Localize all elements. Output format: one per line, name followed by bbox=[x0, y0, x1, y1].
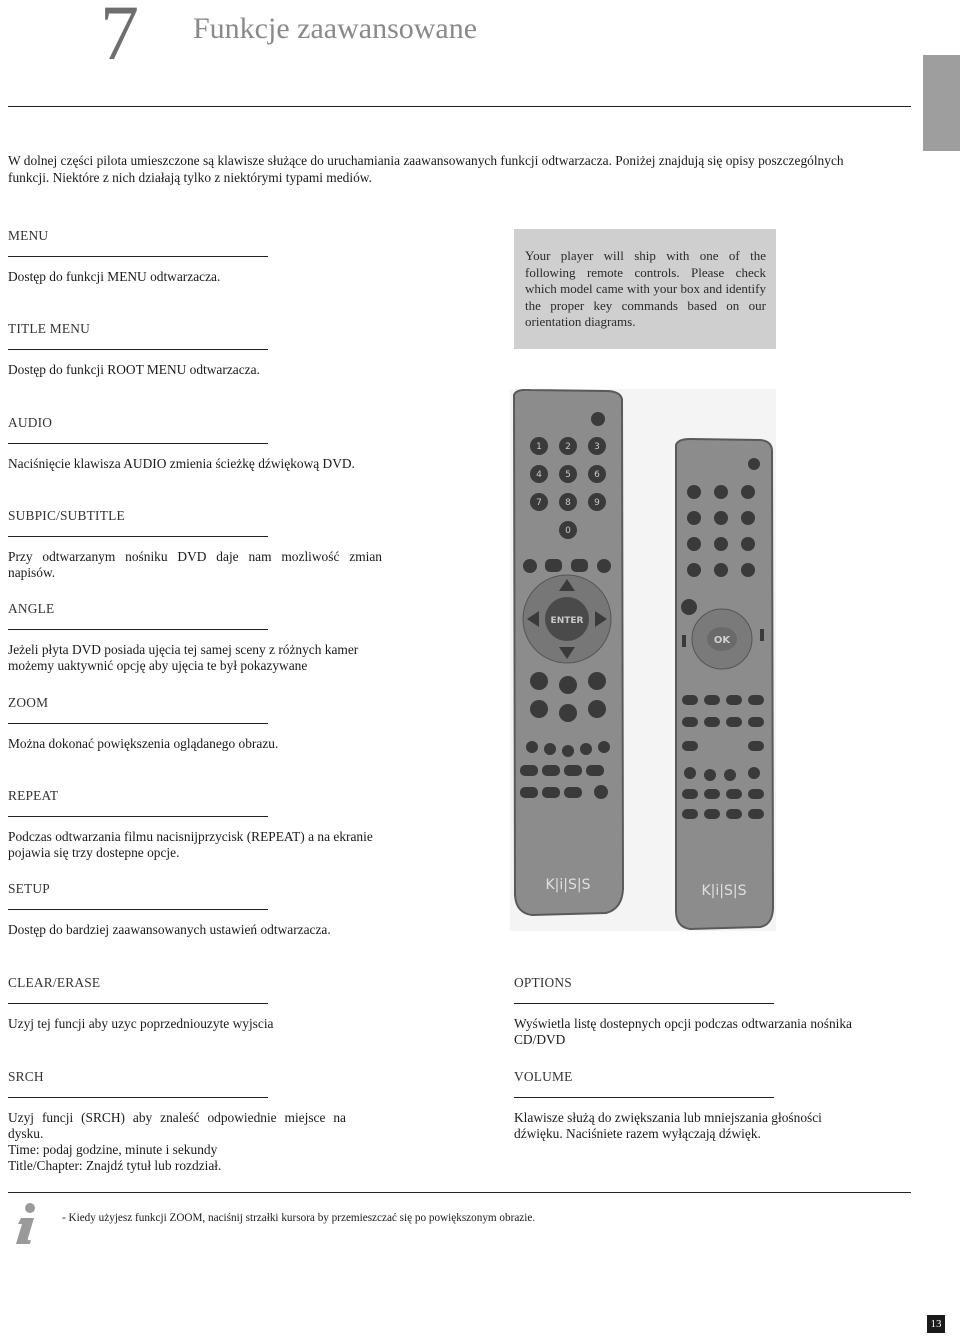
section-repeat bbox=[8, 788, 388, 861]
section-title: SRCH bbox=[8, 1069, 44, 1084]
key-label: 9 bbox=[594, 498, 600, 508]
key-label: 7 bbox=[536, 498, 542, 508]
section-title: SETUP bbox=[8, 881, 50, 896]
section-divider bbox=[8, 723, 268, 724]
section-audio bbox=[8, 415, 388, 472]
key-label: 0 bbox=[565, 526, 571, 536]
key-label: 8 bbox=[565, 498, 571, 508]
section-menu bbox=[8, 228, 388, 285]
header-divider bbox=[8, 106, 911, 107]
section-clear-erase bbox=[8, 975, 388, 1032]
section-title: ANGLE bbox=[8, 601, 55, 616]
section-divider bbox=[8, 536, 268, 537]
key-label: 2 bbox=[565, 442, 571, 452]
section-title: AUDIO bbox=[8, 415, 53, 430]
section-title: ZOOM bbox=[8, 695, 49, 710]
section-divider bbox=[8, 816, 268, 817]
section-title: OPTIONS bbox=[514, 975, 572, 990]
brand-logo-left: K|i|S|S bbox=[545, 877, 591, 893]
section-text-line: Time: podaj godzine, minute i sekundy bbox=[8, 1142, 218, 1157]
section-title: REPEAT bbox=[8, 788, 59, 803]
remote-controls-illustration bbox=[510, 389, 776, 931]
section-angle bbox=[8, 601, 388, 674]
section-divider bbox=[8, 256, 268, 257]
section-text: Wyświetla listę dostepnych opcji podczas odtwarzania nośnika CD/DVD bbox=[514, 1016, 852, 1047]
section-options bbox=[514, 975, 894, 1048]
section-divider bbox=[8, 1097, 268, 1098]
section-setup bbox=[8, 881, 388, 938]
chapter-number: 7 bbox=[100, 0, 139, 76]
section-text: Przy odtwarzanym nośniku DVD daje nam mozliwość zmian napisów. bbox=[8, 549, 382, 580]
info-note-text: - Kiedy użyjesz funkcji ZOOM, naciśnij strzałki kursora by przemieszczać się po powiększonym obrazie. bbox=[62, 1212, 536, 1224]
enter-key-label: ENTER bbox=[550, 616, 584, 626]
remote-left bbox=[514, 390, 623, 915]
section-srch bbox=[8, 1069, 388, 1174]
section-zoom bbox=[8, 695, 388, 752]
section-text: Można dokonać powiększenia oglądanego obrazu. bbox=[8, 736, 279, 751]
section-text: Klawisze służą do zwiększania lub mniejszania głośności dźwięku. Naciśniete razem wyłączają dźwięk. bbox=[514, 1110, 822, 1141]
section-divider bbox=[8, 909, 268, 910]
section-divider bbox=[8, 1003, 268, 1004]
section-text: Dostęp do bardziej zaawansowanych ustawień odtwarzacza. bbox=[8, 922, 331, 937]
section-text-line: Title/Chapter: Znajdź tytuł lub rozdział. bbox=[8, 1158, 222, 1173]
ok-key-label: OK bbox=[713, 635, 731, 646]
key-label: 3 bbox=[594, 442, 600, 452]
remote-right bbox=[676, 439, 773, 929]
section-text: Uzyj tej funcji aby uzyc poprzedniouzyte wyjscia bbox=[8, 1016, 274, 1031]
section-text: Dostęp do funkcji ROOT MENU odtwarzacza. bbox=[8, 362, 260, 377]
section-divider bbox=[514, 1097, 774, 1098]
section-divider bbox=[8, 629, 268, 630]
section-title-menu bbox=[8, 321, 388, 378]
power-icon bbox=[591, 412, 605, 426]
chapter-title: Funkcje zaawansowane bbox=[193, 12, 478, 45]
footer-divider bbox=[8, 1192, 911, 1193]
section-text: Podczas odtwarzania filmu nacisnijprzycisk (REPEAT) a na ekranie pojawia się trzy dostepne opcje. bbox=[8, 829, 373, 860]
section-text: Jeżeli płyta DVD posiada ujęcia tej samej sceny z różnych kamer możemy uaktywnić opcję aby ujęcia te był pokazywane bbox=[8, 642, 359, 673]
section-title: VOLUME bbox=[514, 1069, 573, 1084]
key-label: 5 bbox=[565, 470, 571, 480]
intro-paragraph: W dolnej części pilota umieszczone są klawisze służące do uruchamiania zaawansowanych funkcji odtwarzacza. Poniżej znajdują się opisy poszczególnych funkcji. Niektóre z nich działają tylko z niektórymi typami mediów. bbox=[8, 153, 844, 185]
key-label: 6 bbox=[594, 470, 600, 480]
key-label: 4 bbox=[536, 470, 542, 480]
section-divider bbox=[8, 349, 268, 350]
section-divider bbox=[8, 443, 268, 444]
brand-logo-right: K|i|S|S bbox=[701, 883, 747, 899]
section-text: Dostęp do funkcji MENU odtwarzacza. bbox=[8, 269, 221, 284]
key-label: 1 bbox=[536, 442, 542, 452]
section-title: CLEAR/ERASE bbox=[8, 975, 101, 990]
section-text: Naciśnięcie klawisza AUDIO zmienia ścieżkę dźwiękową DVD. bbox=[8, 456, 355, 471]
section-title: SUBPIC/SUBTITLE bbox=[8, 508, 125, 523]
section-subpic bbox=[8, 508, 388, 581]
remote-note-box: Your player will ship with one of the following remote controls. Please check which model came with your box and identify the proper key commands based on our orientation diagrams. bbox=[514, 229, 776, 349]
page-number: 13 bbox=[927, 1315, 945, 1333]
section-title: TITLE MENU bbox=[8, 321, 90, 336]
section-title: MENU bbox=[8, 228, 49, 243]
section-divider bbox=[514, 1003, 774, 1004]
section-volume bbox=[514, 1069, 894, 1142]
info-icon bbox=[8, 1200, 44, 1246]
chapter-side-tab bbox=[923, 55, 960, 151]
section-text: Uzyj funcji (SRCH) aby znaleść odpowiednie miejsce na dysku. bbox=[8, 1110, 346, 1141]
